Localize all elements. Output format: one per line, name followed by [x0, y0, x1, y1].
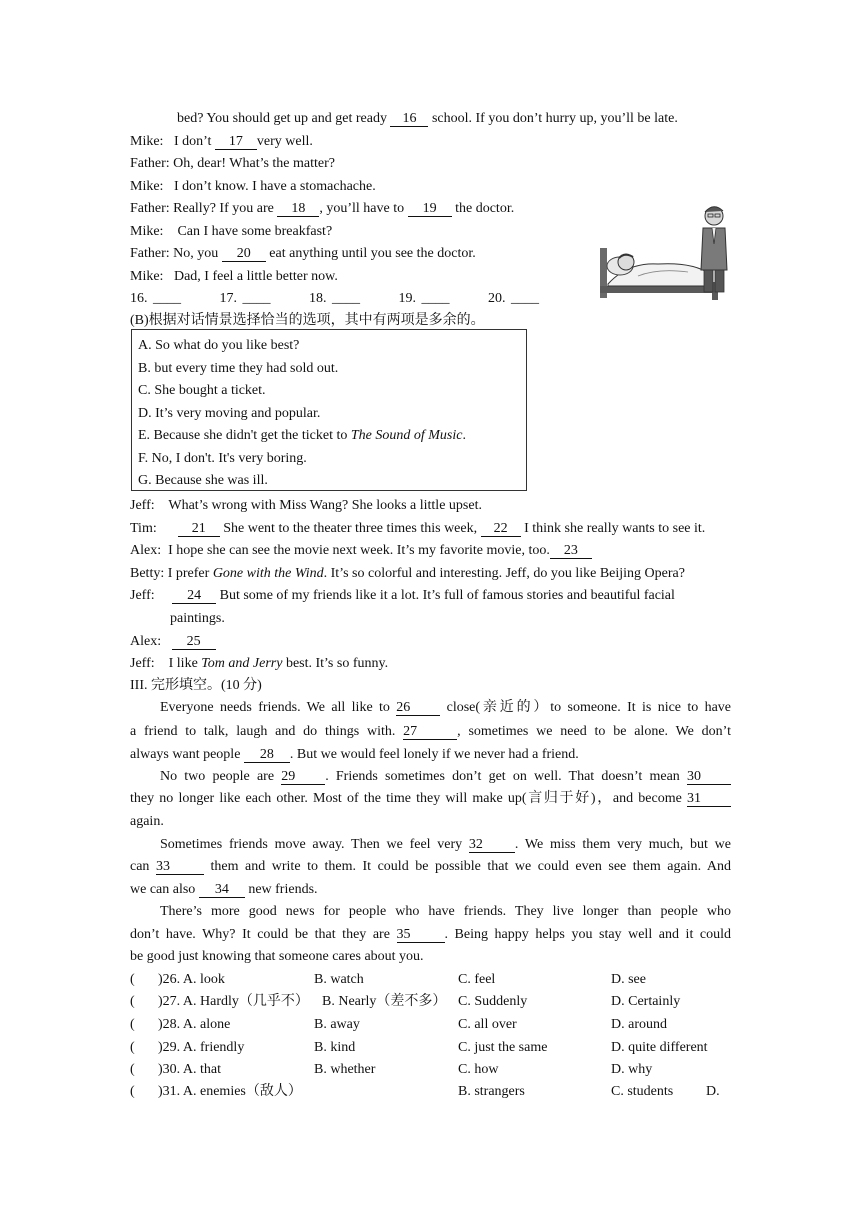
- answer-paren: (: [130, 1084, 135, 1099]
- speaker: Alex:: [130, 543, 162, 558]
- blank-35: 35: [397, 927, 445, 943]
- dialogue-line: [130, 245, 476, 263]
- line-text: , you’ll have to: [319, 201, 408, 216]
- line-text: very well.: [256, 134, 313, 149]
- dialogue-line: [130, 178, 376, 196]
- speaker: Jeff:: [130, 588, 155, 603]
- cloze-line: [160, 836, 731, 854]
- option-c: C. students: [611, 1084, 674, 1099]
- blank-29: 29: [281, 769, 325, 785]
- cloze-text: , sometimes we need to be alone. We don’t: [457, 724, 731, 739]
- option-a: A. So what do you like best?: [138, 338, 300, 353]
- blank-22: 22: [481, 521, 521, 537]
- dialogue-line: [130, 268, 338, 286]
- cloze-text: they no longer like each other. Most of the time they will make up(言归于好)，and become: [130, 791, 687, 806]
- line-text: Oh, dear! What’s the matter?: [173, 156, 335, 171]
- speaker: Jeff:: [130, 656, 155, 671]
- blank-23: 23: [550, 543, 592, 559]
- blank-25: 25: [172, 634, 216, 650]
- answer-18: 18. ____: [309, 291, 360, 306]
- answer-paren: (: [130, 972, 135, 987]
- line-text: What’s wrong with Miss Wang? She looks a little upset.: [168, 498, 482, 513]
- option-a: )31. A. enemies（敌人）: [158, 1084, 302, 1099]
- option-g: G. Because she was ill.: [138, 473, 268, 488]
- cloze-text: . Being happy helps you stay well and it could: [444, 927, 731, 942]
- cloze-text: we can also: [130, 882, 199, 897]
- dialogue-line: [130, 497, 482, 515]
- blank-21: 21: [178, 521, 220, 537]
- option-e-text: E. Because she didn't get the ticket to: [138, 428, 351, 443]
- cloze-line: [160, 699, 731, 717]
- line-text: Dad, I feel a little better now.: [173, 269, 338, 284]
- line-text: I don’t know. I have a stomachache.: [173, 179, 376, 194]
- option-b: B. whether: [314, 1062, 376, 1077]
- blank-28: 28: [244, 747, 290, 763]
- line-text: I like: [168, 656, 202, 671]
- answer-20: 20. ____: [488, 291, 539, 306]
- option-a: )26. A. look: [158, 972, 225, 987]
- blank-30: 30: [687, 769, 731, 785]
- line-text: bed? You should get up and get ready: [177, 111, 391, 126]
- answer-blanks-row: [130, 290, 539, 308]
- option-d: D. why: [611, 1062, 653, 1077]
- option-e-title: The Sound of Music: [350, 428, 463, 443]
- dialogue-line-continued: paintings.: [170, 611, 225, 626]
- blank-33: 33: [156, 859, 204, 875]
- answer-paren: (: [130, 994, 135, 1009]
- line-text: I prefer: [167, 566, 213, 581]
- cloze-text: . But we would feel lonely if we never had a friend.: [289, 747, 579, 762]
- cloze-text: No two people are: [160, 769, 282, 784]
- speaker: Mike:: [130, 224, 164, 239]
- speaker: Mike:: [130, 134, 164, 149]
- option-d: D. It’s very moving and popular.: [138, 406, 321, 421]
- speaker: Father:: [130, 156, 170, 171]
- answer-17: 17. ____: [219, 291, 271, 306]
- option-b: B. but every time they had sold out.: [138, 361, 339, 376]
- bed-frame: [600, 286, 718, 293]
- option-d: D. Certainly: [611, 994, 681, 1009]
- cloze-text: new friends.: [248, 882, 318, 897]
- cloze-text: Everyone needs friends. We all like to: [160, 700, 397, 715]
- option-b: B. Nearly（差不多）: [322, 994, 447, 1009]
- speaker: Mike:: [130, 269, 164, 284]
- answer-19: 19. ____: [398, 291, 450, 306]
- option-c: C. She bought a ticket.: [138, 383, 266, 398]
- speaker: Betty:: [130, 566, 165, 581]
- line-text: . It’s so colorful and interesting. Jeff, do you like Beijing Opera?: [323, 566, 685, 581]
- line-text: Really? If you are: [173, 201, 278, 216]
- cloze-line: [130, 926, 731, 944]
- option-c: C. how: [458, 1062, 499, 1077]
- cloze-line: [160, 768, 731, 786]
- cloze-text: Sometimes friends move away. Then we feel very: [160, 837, 469, 852]
- cloze-line: [130, 723, 731, 741]
- speaker: Father:: [130, 201, 170, 216]
- dialogue-line: [177, 110, 678, 128]
- blank-16: 16: [390, 111, 428, 127]
- option-b: B. watch: [314, 972, 364, 987]
- cloze-line: There’s more good news for people who have friends. They live longer than people who: [160, 904, 731, 919]
- options-box: [131, 329, 527, 491]
- cloze-line: [130, 881, 318, 899]
- line-text: She went to the theater three times this week,: [223, 521, 481, 536]
- cloze-line: again.: [130, 814, 164, 829]
- option-c: C. just the same: [458, 1040, 548, 1055]
- answer-paren: (: [130, 1040, 135, 1055]
- cloze-text: a friend to talk, laugh and do things with.: [130, 724, 404, 739]
- section-3-heading: III. 完形填空。(10 分): [130, 678, 262, 693]
- blank-17: 17: [215, 134, 257, 150]
- option-d: D. around: [611, 1017, 667, 1032]
- option-f: F. No, I don't. It's very boring.: [138, 451, 307, 466]
- line-text: No, you: [173, 246, 222, 261]
- line-text: I don’t: [173, 134, 215, 149]
- dialogue-line: [130, 565, 685, 583]
- option-e-end: .: [462, 428, 466, 443]
- line-text: best. It’s so funny.: [282, 656, 389, 671]
- option-a: )28. A. alone: [158, 1017, 231, 1032]
- cloze-text: can: [130, 859, 156, 874]
- option-d: D.: [706, 1084, 720, 1099]
- blank-20: 20: [222, 246, 266, 262]
- cloze-text: don’t have. Why? It could be that they are: [130, 927, 397, 942]
- blank-27: 27: [403, 724, 457, 740]
- line-text: I hope she can see the movie next week. It’s my favorite movie, too.: [168, 543, 550, 558]
- answer-paren: (: [130, 1062, 135, 1077]
- line-text: eat anything until you see the doctor.: [269, 246, 476, 261]
- option-c: C. feel: [458, 972, 496, 987]
- section-b-instruction: (B)根据对话情景选择恰当的选项，其中有两项是多余的。: [130, 313, 485, 328]
- cloze-line: [130, 790, 731, 808]
- cloze-line: [130, 746, 579, 764]
- cloze-text: . We miss them very much, but we: [514, 837, 731, 852]
- dialogue-line: [130, 520, 705, 538]
- cloze-text: close(亲近的）to someone. It is nice to have: [446, 700, 732, 715]
- cloze-line: be good just knowing that someone cares about you.: [130, 949, 424, 964]
- speaker: Tim:: [130, 521, 157, 536]
- option-d: D. quite different: [611, 1040, 708, 1055]
- blank-34: 34: [199, 882, 245, 898]
- line-text: school. If you don’t hurry up, you’ll be late.: [431, 111, 678, 126]
- blank-26: 26: [396, 700, 440, 716]
- dialogue-line: [130, 655, 388, 673]
- answer-paren: (: [130, 1017, 135, 1032]
- speaker: Jeff:: [130, 498, 155, 513]
- speaker: Alex:: [130, 634, 162, 649]
- movie-title: Gone with the Wind: [212, 566, 324, 581]
- blank-24: 24: [172, 588, 216, 604]
- speaker: Mike:: [130, 179, 164, 194]
- answer-16: 16. ____: [130, 291, 181, 306]
- movie-title: Tom and Jerry: [201, 656, 283, 671]
- dialogue-line: [130, 200, 514, 218]
- speaker: Father:: [130, 246, 170, 261]
- cloze-text: them and write to them. It could be possible that we could even see them again. And: [210, 859, 731, 874]
- dialogue-line: [130, 155, 335, 173]
- option-a: )29. A. friendly: [158, 1040, 245, 1055]
- line-text: Can I have some breakfast?: [177, 224, 333, 239]
- option-c: C. all over: [458, 1017, 517, 1032]
- blank-18: 18: [277, 201, 319, 217]
- dialogue-line: [130, 633, 216, 651]
- option-b: B. kind: [314, 1040, 356, 1055]
- line-text: I think she really wants to see it.: [524, 521, 706, 536]
- line-text: But some of my friends like it a lot. It’s full of famous stories and beautiful facial: [219, 588, 675, 603]
- blank-32: 32: [469, 837, 515, 853]
- option-b: B. away: [314, 1017, 360, 1032]
- cloze-line: [130, 858, 731, 876]
- option-d: D. see: [611, 972, 646, 987]
- dialogue-line: [130, 587, 675, 605]
- option-b: B. strangers: [458, 1084, 525, 1099]
- blank-31: 31: [687, 791, 731, 807]
- option-c: C. Suddenly: [458, 994, 528, 1009]
- dialogue-line: [130, 133, 313, 151]
- blank-19: 19: [408, 201, 452, 217]
- line-text: the doctor.: [455, 201, 515, 216]
- dialogue-line: [130, 542, 592, 560]
- option-a: )27. A. Hardly（几乎不）: [158, 994, 309, 1009]
- cloze-text: . Friends sometimes don’t get on well. That doesn’t mean: [325, 769, 687, 784]
- cloze-text: always want people: [130, 747, 244, 762]
- option-a: )30. A. that: [158, 1062, 221, 1077]
- option-e: [138, 427, 466, 445]
- sick-boy-illustration: [598, 198, 730, 302]
- dialogue-line: [130, 223, 332, 241]
